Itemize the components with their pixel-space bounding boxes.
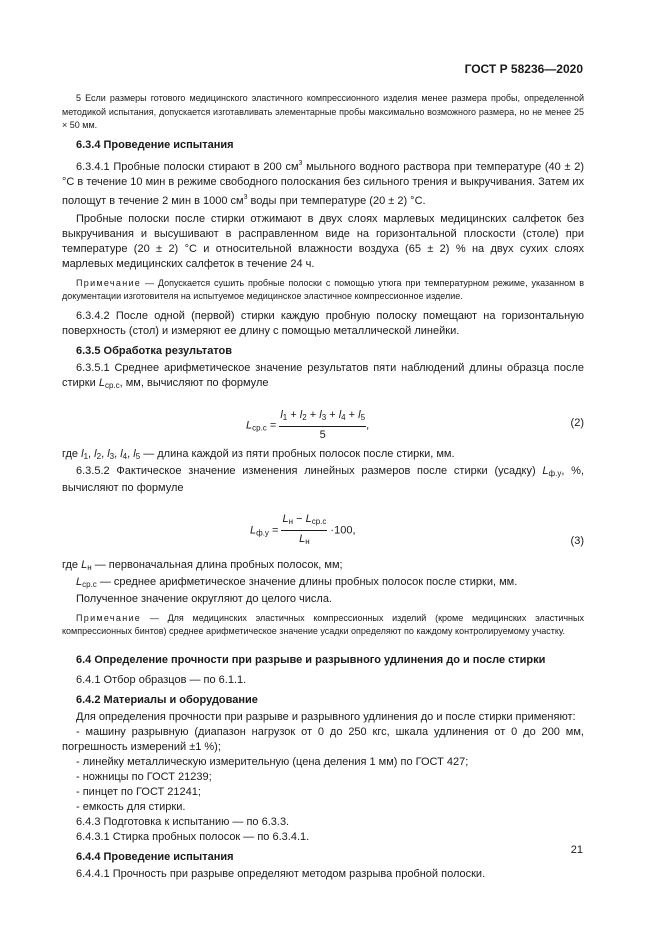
definition-l-sr-s: $L_{ср.с}$ — среднее арифметическое значение длины пробных полосок после стирки, мм. [76, 575, 518, 589]
paragraph-6-4-4-1: 6.4.4.1 Прочность при разрыве определяют методом разрыва пробной полоски. [76, 867, 486, 880]
paragraph-6-4-3-1: 6.4.3.1 Стирка пробных полосок — по 6.3.4.1. [76, 830, 310, 843]
section-title-6-3-5: 6.3.5 Обработка результатов [76, 344, 233, 357]
paragraph-6-3-5-2: 6.3.5.2 Фактическое значение изменения линейных размеров после стирки (усадку) $L_{ф.у}$, %, вычисляют по формуле [62, 464, 584, 494]
note-ironing: Примечание — Допускается сушить пробные полоски с помощью утюга при температурном режиме, указанном в документации изготовителя на испытуемое медицинское эластичное компрессионное изделие. [62, 277, 584, 301]
formula-2-expression: $L_{ср.с}$ = $\frac{l_1 + l_2 + l_3 + l_4 + l_5}{5}$ , [246, 408, 370, 441]
definition-l-n: где $L_н$ — первоначальная длина пробных полосок, мм; [62, 558, 343, 572]
list-item: - пинцет по ГОСТ 21241; [76, 785, 201, 798]
formula-3-numerator: $L_н - L_{ср.с}$ [281, 512, 327, 531]
footnote-5: 5 Если размеры готового медицинского эластичного компрессионного изделия менее размера пробы, определенной методикой испытания, допускается изготавливать элементарные пробы максимально возможного размера, но не менее 25 × 50 мм. [62, 93, 584, 130]
section-title-6-4-4: 6.4.4 Проведение испытания [76, 850, 234, 863]
formula-3-denominator: $L_н$ [299, 532, 310, 546]
formula-3-number: (3) [570, 534, 584, 547]
paragraph-6-4-1: 6.4.1 Отбор образцов — по 6.1.1. [76, 673, 247, 686]
section-title-6-4: 6.4 Определение прочности при разрыве и разрывного удлинения до и после стирки [76, 653, 546, 666]
formula-3-definitions [62, 558, 584, 607]
paragraph-equipment-intro: Для определения прочности при разрыве и разрывного удлинения до и после стирки применяют: [76, 710, 576, 723]
paragraph-6-4-3: 6.4.3 Подготовка к испытанию — по 6.3.3. [76, 815, 290, 828]
formula-2-fraction [279, 408, 366, 443]
list-item: - емкость для стирки. [76, 800, 186, 813]
paragraph-drying: Пробные полоски после стирки отжимают в двух слоях марлевых медицинских салфеток без выкручивания и высушивают в расправленном виде на горизонтальной плоскости (столе) при температуре (20 ± 2) °С и относительной влажности воздуха (65 ± 2) % на двух сухих слоях марлевых медицинских салфеток в течение 24 ч. [62, 212, 584, 270]
list-item: - ножницы по ГОСТ 21239; [76, 770, 212, 783]
formula-3-expression: $L_{ф.у}$ = $\frac{L_н - L_{ср.с}}{L_н}$ ·100, [250, 512, 356, 549]
where-l1-l5: где $l_1$, $l_2$, $l_3$, $l_4$, $l_5$ — длина каждой из пяти пробных полосок после стирки, мм. [62, 447, 455, 461]
formula-2-denominator: 5 [319, 428, 326, 441]
formula-2 [62, 408, 584, 442]
formula-2-number: (2) [570, 416, 584, 429]
formula-3-fraction [281, 512, 327, 549]
page-number: 21 [570, 844, 583, 856]
list-item: - линейку металлическую измерительную (цена деления 1 мм) по ГОСТ 427; [76, 755, 469, 768]
paragraph-6-3-4-2: 6.3.4.2 После одной (первой) стирки каждую пробную полоску помещают на горизонтальную поверхность (стол) и измеряют ее длину с помощью металлической линейки. [62, 309, 584, 337]
page-body [62, 92, 584, 882]
list-item: - машину разрывную (диапазон нагрузок от 0 до 250 кгс, шкала удлинения от 0 до 200 мм, погрешность измерений ±1 %); [62, 725, 584, 753]
paragraph-6-3-5-1: 6.3.5.1 Среднее арифметическое значение результатов пяти наблюдений длины образца после стирки $L_{ср.с}$, мм, вычисляют по формуле [62, 361, 584, 390]
standard-code-header: ГОСТ Р 58236—2020 [464, 62, 583, 76]
note-shrinkage: Примечание — Для медицинских эластичных компрессионных изделий (кроме медицинских эластичных компрессионных бинтов) среднее арифметическое значение усадки определяют по каждому контролируемому участку. [62, 612, 584, 636]
equipment-list [62, 725, 584, 815]
paragraph-6-3-4-1: 6.3.4.1 Пробные полоски стирают в 200 $см^3$ мыльного водного раствора при температуре (40 ± 2) °С в течение 10 мин в режиме свободного полоскания без сильного трения и выкручивания. Затем их полощут в течение 2 мин в 1000 $см^3$ воды при температуре (20 ± 2) °С. [62, 159, 584, 207]
section-title-6-3-4: 6.3.4 Проведение испытания [76, 138, 234, 151]
formula-3 [62, 512, 584, 554]
section-title-6-4-2: 6.4.2 Материалы и оборудование [76, 693, 258, 706]
formula-2-numerator: $l_1 + l_2 + l_3 + l_4 + l_5$ [279, 408, 366, 427]
rounding-rule: Полученное значение округляют до целого числа. [76, 592, 332, 605]
